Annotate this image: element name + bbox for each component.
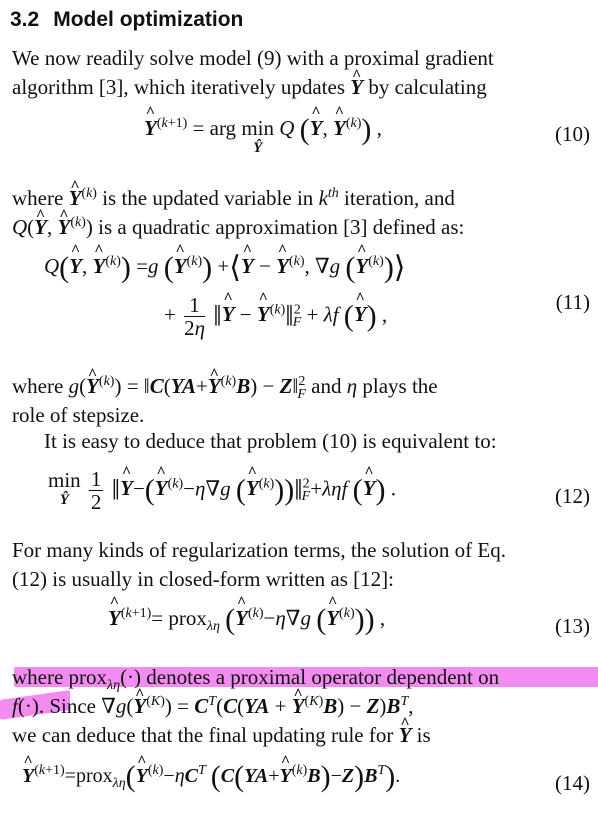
equation-14: ^ $Y^{(k+1)}=prox_{\lambda\eta}(\^{}$ $Y^{(k)}-\eta C^T$ (C(YA+^ $Y^{(k)}B)-Z)B^T$). (14)	[0, 765, 598, 805]
text-line: we can deduce that the final updating rule for	[12, 723, 394, 747]
text-line: where prox	[12, 665, 108, 689]
section-number: 3.2	[10, 8, 40, 31]
equation-11: Q(^ Y, ^ $Y^{(k)}) =g$ (^ $Y^{(k)}$) +⟨^ Y − ^ $Y^{(k)}$, ∇g (^ $Y^{(k)})⟩$ + $\frac{1}{2\eta}$ ‖^ Y − ^ $Y^{(k)}‖^2_F + \lambda f$ (^ Y) , (11)	[0, 254, 598, 354]
equation-number: (11)	[555, 290, 590, 314]
text-line: For many kinds of regularization terms, the solution of Eq.	[12, 538, 506, 562]
equation-12: min Ŷ $\frac{1}{2}$ ‖^ Y−(^ $Y^{(k)}-\eta\nabla g$ (^ $Y^{(k)}))‖^2_F+\lambda\eta f$ (^ Y) . (12)	[0, 468, 598, 524]
paragraph-closed-form	[12, 536, 590, 594]
paragraph-intro: We now readily solve model (9) with a proximal gradient algorithm [3], which iteratively updates ^ Y by calculating	[12, 44, 590, 102]
section-heading	[10, 8, 243, 32]
paragraph-final: where prox$_{\lambda\eta}$(·) denotes a proximal operator dependent on f(·). Since ∇g(^ $Y^{(K)}) = C^T(C(YA$ + ^ $Y^{(K)}B) - Z)B^T$, we can deduce that the final updating rule for ^ Y is	[12, 663, 590, 750]
text-line: plays the	[362, 374, 438, 398]
equation-13: ^ $Y^{(k+1)}=$ prox$_{\lambda\eta}$ (^ $Y^{(k)}-\eta\nabla g$ (^ $Y^{(k)}$)) , (13)	[0, 606, 598, 646]
paragraph-where: where g(^ $Y^{(k)}$) = ‖C(YA+^ $Y^{(k)}B$) − Z‖$^2_F$ and η plays the role of stepsize.	[12, 372, 590, 430]
paragraph-equivalent	[44, 427, 590, 456]
equation-number: (14)	[555, 771, 590, 795]
section-title: Model optimization	[53, 8, 244, 31]
text-line: is the updated variable in	[102, 186, 314, 210]
text-line: Since	[49, 694, 96, 718]
text-line: where	[12, 186, 64, 210]
text-line: iteration, and	[344, 186, 455, 210]
text-line: (12) is usually in closed-form written as [12]:	[12, 567, 394, 591]
equation-number: (13)	[555, 614, 590, 638]
text-line: It is easy to deduce that problem (10) is equivalent to:	[44, 429, 497, 453]
text-line: by calculating	[368, 75, 487, 99]
equation-number: (12)	[555, 484, 590, 508]
text-line: is	[416, 723, 431, 747]
equation-10: ^ $Y^{(k+1)}$ = arg min Ŷ Q (^ Y, ^ $Y^{(k)}$) , (10)	[0, 116, 598, 156]
equation-number: (10)	[555, 122, 590, 146]
paragraph-definition: where ^ $Y^{(k)}$ is the updated variable in $k^{th}$ iteration, and Q(^ Y, ^ $Y^{(k)}$) is a quadratic approximation [3] defined as:	[12, 184, 590, 242]
text-line: algorithm [3], which iteratively updates	[12, 75, 345, 99]
text-line: where	[12, 374, 64, 398]
text-line: is a quadratic approximation [3] defined as:	[98, 215, 465, 239]
text-line: and	[311, 374, 342, 398]
text-line: denotes a proximal operator dependent on	[146, 665, 500, 689]
text-line: We now readily solve model (9) with a proximal gradient	[12, 46, 494, 70]
text-line: role of stepsize.	[12, 403, 145, 427]
